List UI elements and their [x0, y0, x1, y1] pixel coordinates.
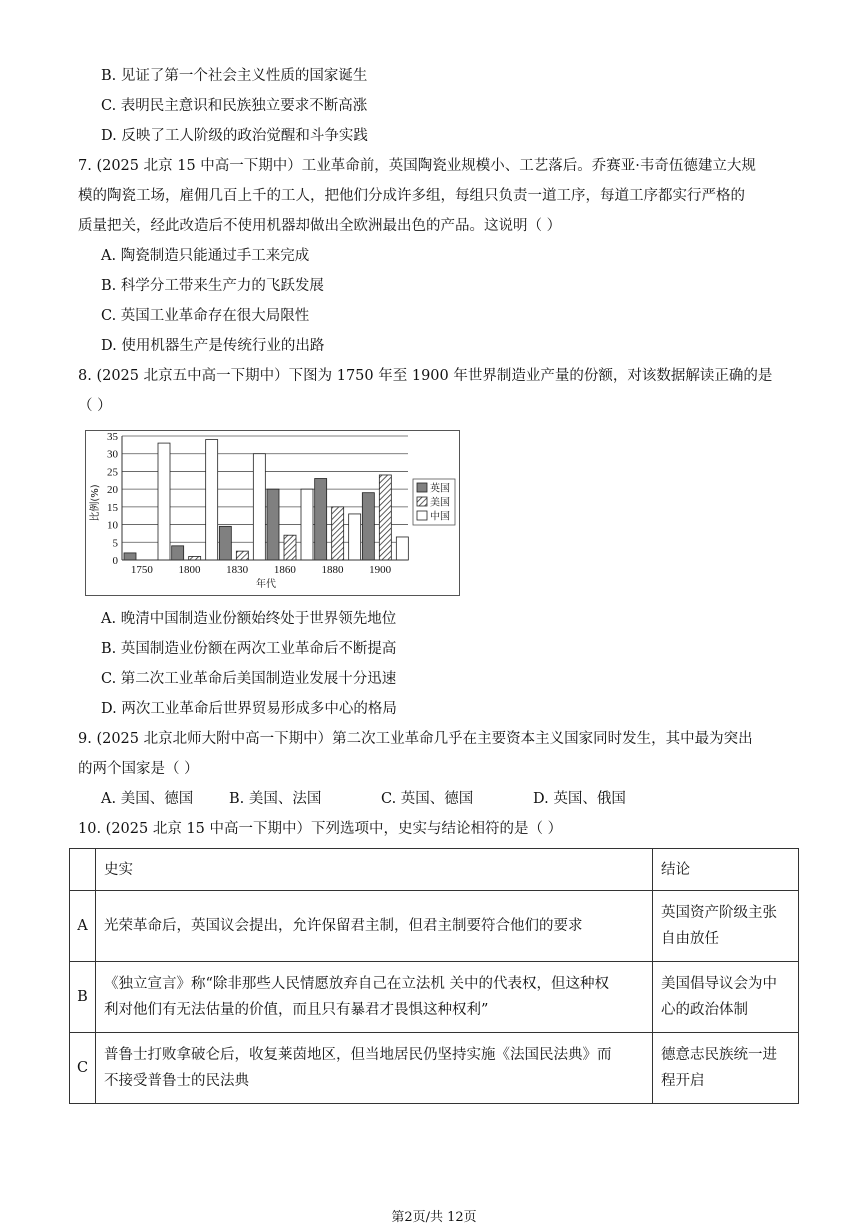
x-tick-label: 1880 — [321, 564, 344, 576]
fact-line: 利对他们有无法估量的价值，而且只有暴君才畏惧这种权利” — [104, 1002, 489, 1018]
bar-美国-1880 — [332, 507, 344, 560]
y-tick-label: 0 — [112, 555, 118, 567]
table-row — [70, 1033, 799, 1104]
row-conclusion — [653, 1033, 799, 1104]
y-tick-label: 35 — [107, 431, 118, 443]
fact-line: 普鲁士打败拿破仑后，收复莱茵地区，但当地居民仍坚持实施《法国民法典》而 — [104, 1047, 612, 1063]
y-axis-label: 比例(%) — [90, 484, 101, 522]
row-key: B — [70, 962, 96, 1033]
q8-option-c: C. 第二次工业革命后美国制造业发展十分迅速 — [101, 671, 397, 687]
bar-英国-1860 — [267, 489, 279, 560]
q6-option-c: C. 表明民主意识和民族独立要求不断高涨 — [101, 98, 368, 114]
legend-swatch — [417, 497, 427, 506]
y-tick-label: 10 — [107, 519, 118, 532]
y-tick-label: 25 — [107, 466, 118, 479]
bar-中国-1880 — [349, 514, 361, 560]
x-tick-label: 1830 — [226, 564, 249, 576]
q8-option-d: D. 两次工业革命后世界贸易形成多中心的格局 — [101, 701, 397, 717]
bar-英国-1900 — [362, 493, 374, 560]
bar-中国-1830 — [253, 454, 265, 560]
legend-label: 英国 — [430, 483, 450, 495]
bar-中国-1900 — [396, 537, 408, 560]
bar-中国-1860 — [301, 489, 313, 560]
bar-美国-1830 — [236, 551, 248, 560]
conclusion-line: 自由放任 — [661, 931, 719, 947]
row-fact — [96, 1033, 653, 1104]
x-tick-label: 1750 — [130, 564, 153, 576]
q9-option-c: C. 英国、德国 — [381, 791, 474, 807]
q9-stem-line-1: 9. (2025 北京北师大附中高一下期中）第二次工业革命几乎在主要资本主义国家同时发生，其中最为突出 — [78, 731, 753, 747]
q7-option-b: B. 科学分工带来生产力的飞跃发展 — [101, 278, 324, 294]
row-conclusion — [653, 962, 799, 1033]
legend-label: 中国 — [430, 511, 450, 523]
table-header-fact: 史实 — [96, 849, 653, 891]
conclusion-line: 心的政治体制 — [661, 1002, 748, 1018]
q7-stem-line-3: 质量把关，经此改造后不使用机器却做出全欧洲最出色的产品。这说明（ ） — [78, 218, 562, 234]
row-fact — [96, 891, 653, 962]
y-tick-label: 30 — [107, 448, 118, 461]
x-tick-label: 1800 — [178, 564, 201, 576]
page-footer: 第2页/共 12页 — [391, 1210, 477, 1225]
q8-option-a: A. 晚清中国制造业份额始终处于世界领先地位 — [101, 611, 397, 627]
q7-stem-line-1: 7. (2025 北京 15 中高一下期中）工业革命前，英国陶瓷业规模小、工艺落后。乔赛亚·韦奇伍德建立大规 — [78, 158, 756, 174]
fact-line: 《独立宣言》称“除非那些人民情愿放弃自己在立法机 关中的代表权，但这种权 — [104, 976, 610, 992]
bar-中国-1800 — [206, 440, 218, 560]
bar-美国-1800 — [189, 556, 201, 560]
q8-chart — [85, 430, 460, 596]
q9-options — [101, 789, 626, 809]
table-header-row — [70, 849, 799, 891]
bar-美国-1860 — [284, 535, 296, 560]
y-tick-label: 5 — [112, 537, 118, 550]
q9-option-a: A. 美国、德国 — [101, 791, 194, 807]
q6-option-b: B. 见证了第一个社会主义性质的国家诞生 — [101, 68, 368, 84]
q8-stem-line-2: （ ） — [78, 398, 112, 414]
x-tick-label: 1860 — [273, 564, 296, 576]
bar-英国-1800 — [172, 546, 184, 560]
conclusion-line: 英国资产阶级主张 — [661, 905, 777, 921]
q8-stem-line-1: 8. (2025 北京五中高一下期中）下图为 1750 年至 1900 年世界制造业产量的份额，对该数据解读正确的是 — [78, 368, 773, 384]
q7-option-a: A. 陶瓷制造只能通过手工来完成 — [101, 248, 310, 264]
row-key: C — [70, 1033, 96, 1104]
y-tick-label: 15 — [107, 501, 118, 514]
q6-option-d: D. 反映了工人阶级的政治觉醒和斗争实践 — [101, 128, 368, 144]
table-header-conclusion: 结论 — [653, 849, 799, 891]
q10-stem: 10. (2025 北京 15 中高一下期中）下列选项中，史实与结论相符的是（ ） — [78, 821, 563, 837]
conclusion-line: 程开启 — [661, 1073, 705, 1089]
q7-option-c: C. 英国工业革命存在很大局限性 — [101, 308, 310, 324]
y-tick-label: 20 — [107, 484, 118, 497]
fact-line: 不接受普鲁士的民法典 — [104, 1073, 249, 1089]
row-fact — [96, 962, 653, 1033]
conclusion-line: 美国倡导议会为中 — [661, 976, 777, 992]
q8-option-b: B. 英国制造业份额在两次工业革命后不断提高 — [101, 641, 397, 657]
row-key: A — [70, 891, 96, 962]
legend-swatch — [417, 511, 427, 520]
q9-option-b: B. 美国、法国 — [229, 791, 322, 807]
q7-stem-line-2: 模的陶瓷工场，雇佣几百上千的工人，把他们分成许多组，每组只负责一道工序，每道工序都实行严格的 — [78, 188, 745, 204]
q9-stem-line-2: 的两个国家是（ ） — [78, 761, 199, 777]
row-conclusion — [653, 891, 799, 962]
bar-中国-1750 — [158, 443, 170, 560]
q10-table — [69, 848, 799, 1104]
x-axis-label: 年代 — [256, 579, 276, 590]
bar-英国-1880 — [315, 479, 327, 560]
conclusion-line: 德意志民族统一进 — [661, 1047, 777, 1063]
table-row — [70, 891, 799, 962]
bar-美国-1900 — [379, 475, 391, 560]
legend-swatch — [417, 483, 427, 492]
q7-option-d: D. 使用机器生产是传统行业的出路 — [101, 338, 325, 354]
fact-line: 光荣革命后，英国议会提出，允许保留君主制，但君主制要符合他们的要求 — [104, 918, 583, 934]
bar-英国-1830 — [219, 526, 231, 560]
bar-chart-svg — [86, 431, 459, 595]
q9-option-d: D. 英国、俄国 — [533, 791, 626, 807]
bar-英国-1750 — [124, 553, 136, 560]
x-tick-label: 1900 — [369, 564, 392, 576]
table-header-key — [70, 849, 96, 891]
legend-label: 美国 — [430, 497, 450, 509]
table-row — [70, 962, 799, 1033]
